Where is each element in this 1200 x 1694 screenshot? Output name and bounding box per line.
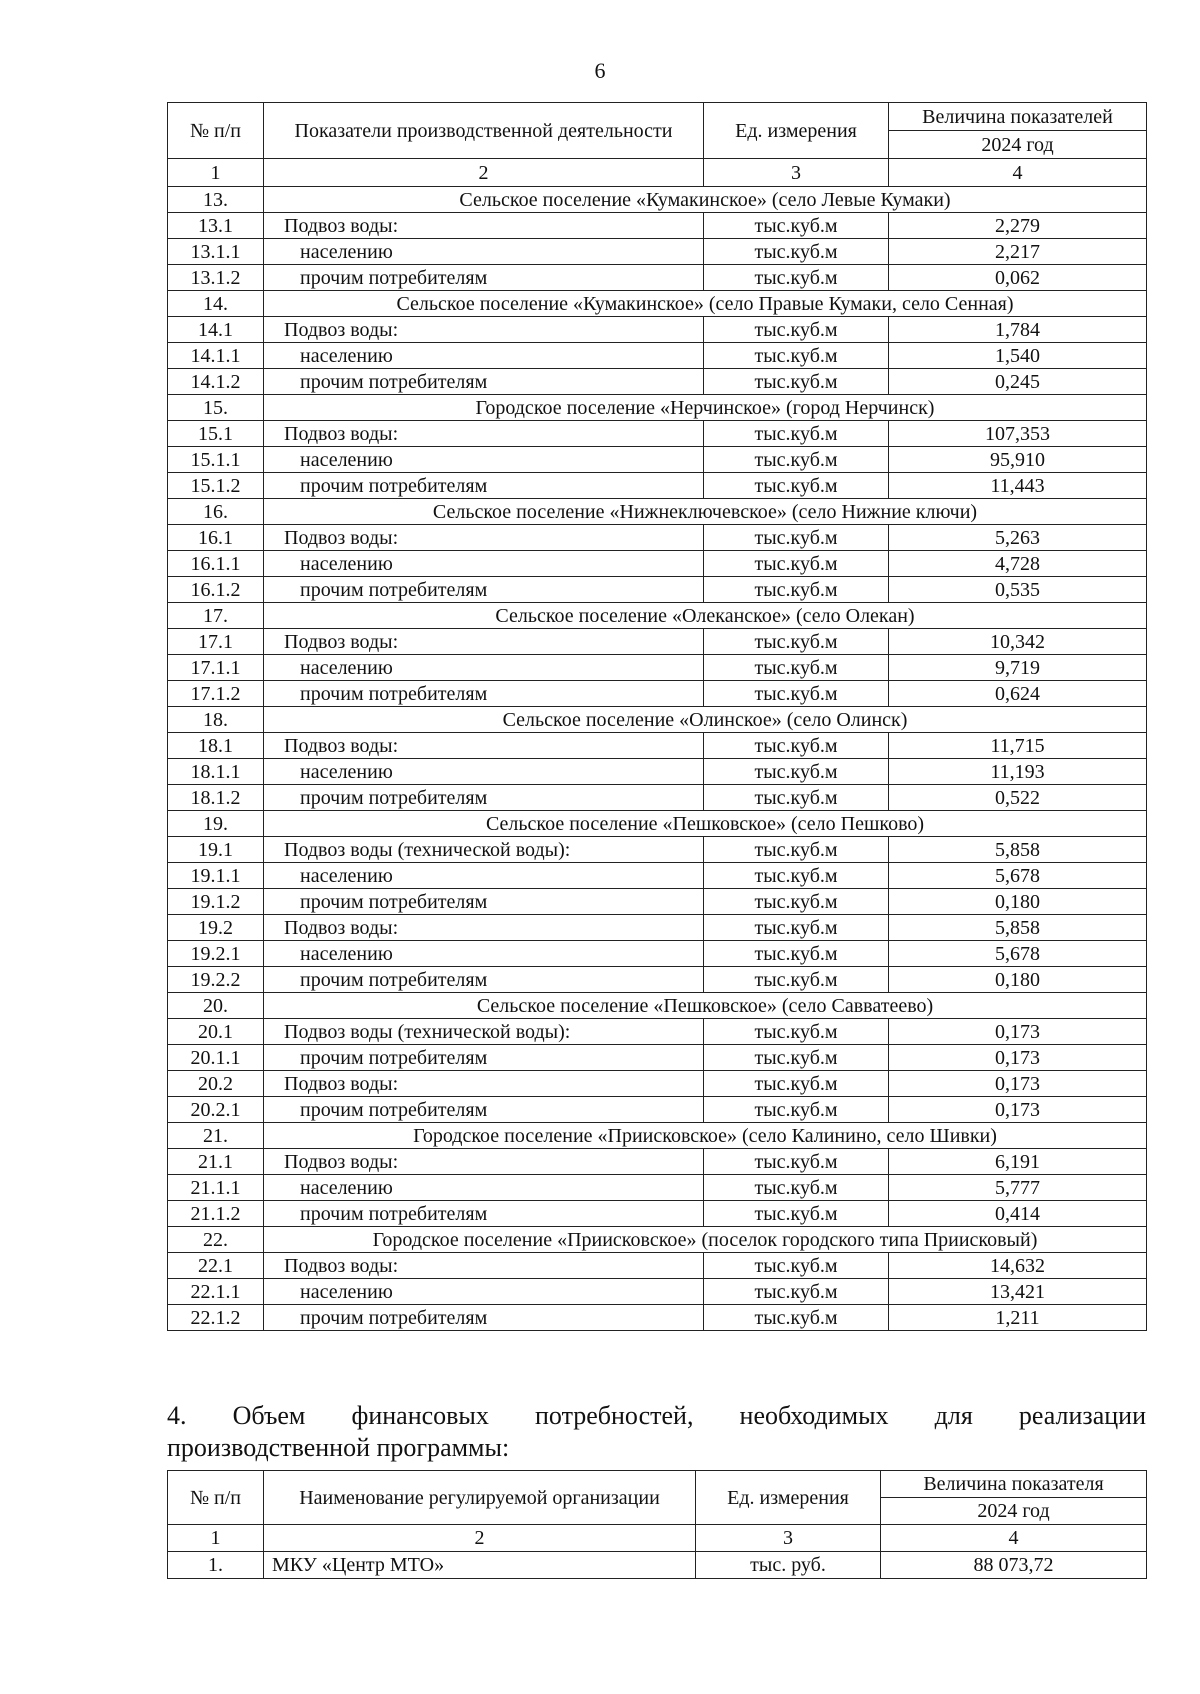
row-unit: тыс.куб.м [704, 915, 889, 941]
section-4-heading-line2: производственной программы: [167, 1433, 510, 1462]
row-indicator: населению [264, 1175, 704, 1201]
table-row [168, 967, 1147, 993]
row-indicator: Подвоз воды (технической воды): [264, 1019, 704, 1045]
row-number: 22.1.2 [168, 1305, 264, 1331]
row-indicator: прочим потребителям [264, 473, 704, 499]
row-value: 0,173 [889, 1019, 1147, 1045]
row-value: 1,211 [889, 1305, 1147, 1331]
row-value: 0,173 [889, 1071, 1147, 1097]
section-number: 17. [168, 603, 264, 629]
section-number: 22. [168, 1227, 264, 1253]
row-indicator: населению [264, 343, 704, 369]
row-indicator: Подвоз воды (технической воды): [264, 837, 704, 863]
table-row [168, 1279, 1147, 1305]
index-cell: 3 [704, 159, 889, 187]
row-value: 2,279 [889, 213, 1147, 239]
row-unit: тыс.куб.м [704, 317, 889, 343]
row-value: 0,180 [889, 967, 1147, 993]
row-number: 21.1.2 [168, 1201, 264, 1227]
row-value: 107,353 [889, 421, 1147, 447]
row-indicator: населению [264, 863, 704, 889]
row-value: 5,858 [889, 837, 1147, 863]
table-row [168, 941, 1147, 967]
row-unit: тыс.куб.м [704, 889, 889, 915]
fin-table-row [168, 1552, 1147, 1579]
row-number: 18.1.2 [168, 785, 264, 811]
row-unit: тыс.куб.м [704, 941, 889, 967]
row-indicator: прочим потребителям [264, 577, 704, 603]
row-unit: тыс.куб.м [704, 837, 889, 863]
row-value: 1,540 [889, 343, 1147, 369]
production-indicators-table [167, 102, 1147, 1331]
fin-header-unit: Ед. измерения [696, 1471, 881, 1525]
section-4-word: реализации [1018, 1401, 1146, 1430]
section-4-heading-line1 [167, 1400, 1146, 1432]
row-value: 5,678 [889, 941, 1147, 967]
table-row [168, 317, 1147, 343]
row-indicator: прочим потребителям [264, 1305, 704, 1331]
row-unit: тыс.куб.м [704, 1305, 889, 1331]
row-unit: тыс.куб.м [704, 629, 889, 655]
row-indicator: Подвоз воды: [264, 733, 704, 759]
header-year: 2024 год [889, 131, 1147, 159]
section-number: 18. [168, 707, 264, 733]
fin-row-organization: МКУ «Центр МТО» [264, 1552, 696, 1579]
section-4-word: Объем [232, 1401, 306, 1430]
table-row [168, 1071, 1147, 1097]
table-row [168, 1149, 1147, 1175]
table-row [168, 343, 1147, 369]
row-value: 5,263 [889, 525, 1147, 551]
section-row [168, 603, 1147, 629]
row-number: 19.1.1 [168, 863, 264, 889]
section-number: 19. [168, 811, 264, 837]
section-number: 13. [168, 187, 264, 213]
row-unit: тыс.куб.м [704, 1149, 889, 1175]
row-unit: тыс.куб.м [704, 369, 889, 395]
row-unit: тыс.куб.м [704, 1175, 889, 1201]
row-value: 5,777 [889, 1175, 1147, 1201]
row-unit: тыс.куб.м [704, 1201, 889, 1227]
row-number: 15.1 [168, 421, 264, 447]
header-number: № п/п [168, 103, 264, 159]
row-unit: тыс.куб.м [704, 785, 889, 811]
page-number: 6 [594, 58, 606, 83]
row-value: 4,728 [889, 551, 1147, 577]
row-value: 0,180 [889, 889, 1147, 915]
fin-header-year: 2024 год [881, 1498, 1147, 1525]
row-number: 19.2 [168, 915, 264, 941]
row-number: 22.1.1 [168, 1279, 264, 1305]
row-indicator: Подвоз воды: [264, 1071, 704, 1097]
row-unit: тыс.куб.м [704, 525, 889, 551]
row-indicator: прочим потребителям [264, 889, 704, 915]
row-number: 16.1.1 [168, 551, 264, 577]
row-number: 21.1.1 [168, 1175, 264, 1201]
table-row [168, 681, 1147, 707]
row-number: 20.1.1 [168, 1045, 264, 1071]
row-unit: тыс.куб.м [704, 265, 889, 291]
table-row [168, 1201, 1147, 1227]
row-indicator: Подвоз воды: [264, 525, 704, 551]
row-unit: тыс.куб.м [704, 447, 889, 473]
table-row [168, 213, 1147, 239]
row-indicator: Подвоз воды: [264, 1253, 704, 1279]
table-row [168, 1253, 1147, 1279]
section-title: Сельское поселение «Олеканское» (село Олекан) [264, 603, 1147, 629]
row-number: 14.1.2 [168, 369, 264, 395]
section-title: Сельское поселение «Олинское» (село Олинск) [264, 707, 1147, 733]
row-indicator: населению [264, 551, 704, 577]
row-unit: тыс.куб.м [704, 1097, 889, 1123]
row-value: 6,191 [889, 1149, 1147, 1175]
row-unit: тыс.куб.м [704, 421, 889, 447]
table-row [168, 889, 1147, 915]
row-number: 19.2.1 [168, 941, 264, 967]
row-value: 11,443 [889, 473, 1147, 499]
row-number: 21.1 [168, 1149, 264, 1175]
row-number: 13.1.2 [168, 265, 264, 291]
table-row [168, 629, 1147, 655]
row-indicator: Подвоз воды: [264, 317, 704, 343]
fin-index-cell: 3 [696, 1525, 881, 1552]
row-indicator: прочим потребителям [264, 369, 704, 395]
index-cell: 4 [889, 159, 1147, 187]
index-cell: 1 [168, 159, 264, 187]
row-unit: тыс.куб.м [704, 733, 889, 759]
row-indicator: прочим потребителям [264, 1201, 704, 1227]
row-unit: тыс.куб.м [704, 1279, 889, 1305]
row-number: 15.1.2 [168, 473, 264, 499]
row-unit: тыс.куб.м [704, 1071, 889, 1097]
section-row [168, 993, 1147, 1019]
row-number: 13.1 [168, 213, 264, 239]
table-row [168, 837, 1147, 863]
section-title: Городское поселение «Приисковское» (село Калинино, село Шивки) [264, 1123, 1147, 1149]
table-row [168, 1175, 1147, 1201]
row-number: 19.1 [168, 837, 264, 863]
row-indicator: населению [264, 447, 704, 473]
table-row [168, 239, 1147, 265]
table-row [168, 655, 1147, 681]
row-number: 20.1 [168, 1019, 264, 1045]
table-row [168, 1019, 1147, 1045]
production-table-body [168, 187, 1147, 1331]
row-number: 16.1 [168, 525, 264, 551]
header-value: Величина показателей [889, 103, 1147, 131]
section-row [168, 707, 1147, 733]
row-value: 10,342 [889, 629, 1147, 655]
fin-row-unit: тыс. руб. [696, 1552, 881, 1579]
table-row [168, 447, 1147, 473]
row-indicator: Подвоз воды: [264, 915, 704, 941]
row-indicator: прочим потребителям [264, 681, 704, 707]
row-unit: тыс.куб.м [704, 577, 889, 603]
row-unit: тыс.куб.м [704, 863, 889, 889]
fin-header-number: № п/п [168, 1471, 264, 1525]
section-title: Сельское поселение «Нижнеключевское» (село Нижние ключи) [264, 499, 1147, 525]
row-number: 20.2.1 [168, 1097, 264, 1123]
row-unit: тыс.куб.м [704, 655, 889, 681]
row-indicator: населению [264, 1279, 704, 1305]
table-row [168, 759, 1147, 785]
row-value: 0,245 [889, 369, 1147, 395]
row-value: 9,719 [889, 655, 1147, 681]
section-row [168, 291, 1147, 317]
row-indicator: Подвоз воды: [264, 213, 704, 239]
row-indicator: Подвоз воды: [264, 421, 704, 447]
section-number: 21. [168, 1123, 264, 1149]
fin-index-cell: 4 [881, 1525, 1147, 1552]
row-value: 0,062 [889, 265, 1147, 291]
row-value: 0,173 [889, 1045, 1147, 1071]
fin-index-cell: 1 [168, 1525, 264, 1552]
row-value: 0,535 [889, 577, 1147, 603]
header-unit: Ед. измерения [704, 103, 889, 159]
row-indicator: прочим потребителям [264, 1045, 704, 1071]
row-indicator: населению [264, 759, 704, 785]
table-row [168, 265, 1147, 291]
row-indicator: населению [264, 655, 704, 681]
row-value: 14,632 [889, 1253, 1147, 1279]
row-indicator: Подвоз воды: [264, 629, 704, 655]
section-4-word: для [934, 1401, 973, 1430]
row-unit: тыс.куб.м [704, 473, 889, 499]
section-row [168, 395, 1147, 421]
table-row [168, 577, 1147, 603]
row-value: 2,217 [889, 239, 1147, 265]
table-row [168, 863, 1147, 889]
section-number: 14. [168, 291, 264, 317]
row-number: 13.1.1 [168, 239, 264, 265]
row-value: 0,624 [889, 681, 1147, 707]
header-indicators: Показатели производственной деятельности [264, 103, 704, 159]
section-4-word: финансовых [351, 1401, 489, 1430]
row-value: 0,414 [889, 1201, 1147, 1227]
fin-row-number: 1. [168, 1552, 264, 1579]
table-row [168, 1045, 1147, 1071]
row-unit: тыс.куб.м [704, 239, 889, 265]
section-4-word: необходимых [739, 1401, 889, 1430]
row-indicator: Подвоз воды: [264, 1149, 704, 1175]
section-title: Городское поселение «Приисковское» (поселок городского типа Приисковый) [264, 1227, 1147, 1253]
row-number: 14.1 [168, 317, 264, 343]
row-unit: тыс.куб.м [704, 1019, 889, 1045]
row-number: 19.2.2 [168, 967, 264, 993]
fin-row-value: 88 073,72 [881, 1552, 1147, 1579]
row-unit: тыс.куб.м [704, 343, 889, 369]
table-row [168, 915, 1147, 941]
row-value: 95,910 [889, 447, 1147, 473]
table-row [168, 733, 1147, 759]
section-number: 15. [168, 395, 264, 421]
row-value: 5,678 [889, 863, 1147, 889]
row-number: 17.1.1 [168, 655, 264, 681]
table-row [168, 551, 1147, 577]
table-row [168, 369, 1147, 395]
table-row [168, 525, 1147, 551]
table-row [168, 1097, 1147, 1123]
section-row [168, 187, 1147, 213]
index-cell: 2 [264, 159, 704, 187]
section-title: Сельское поселение «Кумакинское» (село Правые Кумаки, село Сенная) [264, 291, 1147, 317]
section-number: 20. [168, 993, 264, 1019]
row-unit: тыс.куб.м [704, 551, 889, 577]
row-indicator: прочим потребителям [264, 967, 704, 993]
fin-header-organization: Наименование регулируемой организации [264, 1471, 696, 1525]
section-row [168, 1123, 1147, 1149]
row-number: 19.1.2 [168, 889, 264, 915]
row-indicator: прочим потребителям [264, 1097, 704, 1123]
row-value: 5,858 [889, 915, 1147, 941]
fin-header-value: Величина показателя [881, 1471, 1147, 1498]
row-indicator: прочим потребителям [264, 785, 704, 811]
financial-needs-table [167, 1470, 1147, 1579]
row-unit: тыс.куб.м [704, 1045, 889, 1071]
section-title: Сельское поселение «Пешковское» (село Савватеево) [264, 993, 1147, 1019]
table-row [168, 1305, 1147, 1331]
table-row [168, 473, 1147, 499]
fin-index-cell: 2 [264, 1525, 696, 1552]
table-row [168, 421, 1147, 447]
row-unit: тыс.куб.м [704, 681, 889, 707]
section-row [168, 499, 1147, 525]
row-unit: тыс.куб.м [704, 213, 889, 239]
row-unit: тыс.куб.м [704, 759, 889, 785]
row-unit: тыс.куб.м [704, 967, 889, 993]
row-indicator: населению [264, 239, 704, 265]
section-row [168, 1227, 1147, 1253]
row-number: 14.1.1 [168, 343, 264, 369]
row-value: 11,715 [889, 733, 1147, 759]
row-value: 0,522 [889, 785, 1147, 811]
row-number: 17.1.2 [168, 681, 264, 707]
section-4-word: потребностей, [535, 1401, 694, 1430]
row-number: 20.2 [168, 1071, 264, 1097]
row-value: 0,173 [889, 1097, 1147, 1123]
row-indicator: населению [264, 941, 704, 967]
table-row [168, 785, 1147, 811]
row-unit: тыс.куб.м [704, 1253, 889, 1279]
section-4-number: 4. [167, 1401, 187, 1430]
row-number: 18.1 [168, 733, 264, 759]
row-value: 1,784 [889, 317, 1147, 343]
section-row [168, 811, 1147, 837]
section-number: 16. [168, 499, 264, 525]
section-title: Сельское поселение «Кумакинское» (село Левые Кумаки) [264, 187, 1147, 213]
section-title: Сельское поселение «Пешковское» (село Пешково) [264, 811, 1147, 837]
section-4-heading [167, 1400, 1146, 1464]
row-number: 22.1 [168, 1253, 264, 1279]
row-indicator: прочим потребителям [264, 265, 704, 291]
row-number: 16.1.2 [168, 577, 264, 603]
section-title: Городское поселение «Нерчинское» (город Нерчинск) [264, 395, 1147, 421]
row-number: 15.1.1 [168, 447, 264, 473]
row-number: 17.1 [168, 629, 264, 655]
row-number: 18.1.1 [168, 759, 264, 785]
row-value: 11,193 [889, 759, 1147, 785]
row-value: 13,421 [889, 1279, 1147, 1305]
